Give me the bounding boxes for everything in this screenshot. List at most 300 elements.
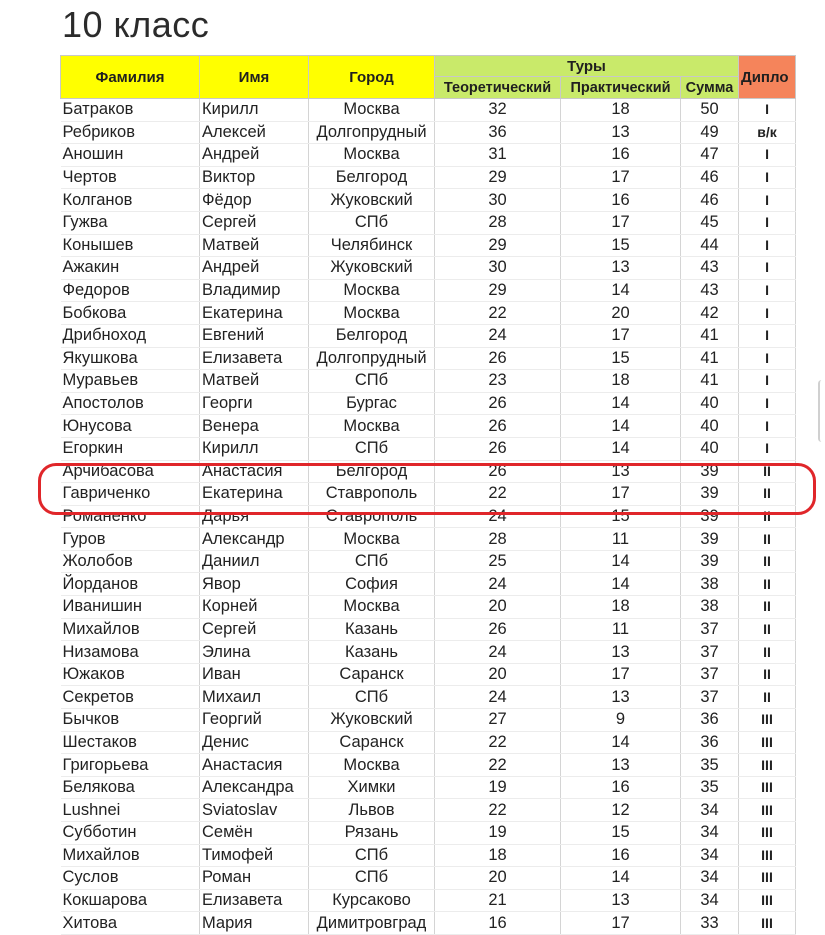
cell-name: Андрей xyxy=(200,144,309,167)
cell-theory: 26 xyxy=(435,460,561,483)
cell-theory: 18 xyxy=(435,844,561,867)
table-row xyxy=(61,709,796,732)
cell-theory: 20 xyxy=(435,867,561,890)
cell-name: Корней xyxy=(200,596,309,619)
table-row xyxy=(61,437,796,460)
table-row xyxy=(61,99,796,122)
cell-theory: 25 xyxy=(435,550,561,573)
cell-practice: 12 xyxy=(561,799,681,822)
cell-diploma: III xyxy=(739,844,796,867)
cell-surname: Гуров xyxy=(61,528,200,551)
cell-practice: 18 xyxy=(561,370,681,393)
cell-practice: 17 xyxy=(561,324,681,347)
cell-surname: Дрибноход xyxy=(61,324,200,347)
cell-practice: 11 xyxy=(561,528,681,551)
cell-surname: Субботин xyxy=(61,822,200,845)
cell-city: Жуковский xyxy=(309,257,435,280)
header-tours: Туры xyxy=(435,56,739,77)
cell-city: СПб xyxy=(309,550,435,573)
cell-practice: 17 xyxy=(561,912,681,935)
cell-theory: 22 xyxy=(435,799,561,822)
table-row xyxy=(61,550,796,573)
cell-practice: 15 xyxy=(561,347,681,370)
cell-name: Елизавета xyxy=(200,347,309,370)
cell-theory: 24 xyxy=(435,573,561,596)
cell-sum: 34 xyxy=(681,867,739,890)
cell-sum: 37 xyxy=(681,641,739,664)
cell-surname: Кокшарова xyxy=(61,889,200,912)
cell-practice: 16 xyxy=(561,776,681,799)
cell-diploma: II xyxy=(739,596,796,619)
cell-practice: 17 xyxy=(561,166,681,189)
cell-city: Москва xyxy=(309,302,435,325)
cell-practice: 13 xyxy=(561,889,681,912)
table-row xyxy=(61,596,796,619)
cell-practice: 14 xyxy=(561,550,681,573)
cell-diploma: I xyxy=(739,99,796,122)
cell-diploma: III xyxy=(739,822,796,845)
cell-name: Явор xyxy=(200,573,309,596)
cell-practice: 14 xyxy=(561,437,681,460)
cell-name: Екатерина xyxy=(200,483,309,506)
cell-practice: 13 xyxy=(561,686,681,709)
cell-sum: 41 xyxy=(681,370,739,393)
cell-practice: 14 xyxy=(561,392,681,415)
table-row xyxy=(61,618,796,641)
cell-city: Саранск xyxy=(309,663,435,686)
cell-name: Михаил xyxy=(200,686,309,709)
header-diploma: Дипло xyxy=(739,56,796,99)
cell-surname: Якушкова xyxy=(61,347,200,370)
cell-diploma: I xyxy=(739,370,796,393)
cell-diploma: I xyxy=(739,257,796,280)
cell-surname: Суслов xyxy=(61,867,200,890)
cell-sum: 35 xyxy=(681,754,739,777)
cell-city: СПб xyxy=(309,686,435,709)
cell-diploma: I xyxy=(739,302,796,325)
cell-practice: 13 xyxy=(561,257,681,280)
cell-sum: 35 xyxy=(681,776,739,799)
cell-surname: Ребриков xyxy=(61,121,200,144)
cell-diploma: I xyxy=(739,392,796,415)
cell-theory: 26 xyxy=(435,437,561,460)
cell-sum: 37 xyxy=(681,686,739,709)
cell-surname: Романенко xyxy=(61,505,200,528)
cell-diploma: III xyxy=(739,912,796,935)
cell-surname: Ажакин xyxy=(61,257,200,280)
cell-diploma: I xyxy=(739,144,796,167)
cell-theory: 22 xyxy=(435,483,561,506)
table-row xyxy=(61,641,796,664)
cell-diploma: в/к xyxy=(739,121,796,144)
cell-name: Сергей xyxy=(200,211,309,234)
table-row xyxy=(61,392,796,415)
cell-surname: Шестаков xyxy=(61,731,200,754)
cell-name: Венера xyxy=(200,415,309,438)
cell-sum: 41 xyxy=(681,324,739,347)
table-row xyxy=(61,573,796,596)
cell-theory: 20 xyxy=(435,596,561,619)
cell-diploma: III xyxy=(739,731,796,754)
cell-sum: 50 xyxy=(681,99,739,122)
cell-sum: 47 xyxy=(681,144,739,167)
cell-surname: Гужва xyxy=(61,211,200,234)
cell-practice: 16 xyxy=(561,189,681,212)
cell-surname: Аношин xyxy=(61,144,200,167)
cell-sum: 34 xyxy=(681,822,739,845)
cell-diploma: II xyxy=(739,641,796,664)
cell-theory: 24 xyxy=(435,324,561,347)
header-practice: Практический xyxy=(561,77,681,99)
cell-practice: 16 xyxy=(561,844,681,867)
cell-diploma: II xyxy=(739,528,796,551)
cell-sum: 39 xyxy=(681,550,739,573)
cell-theory: 16 xyxy=(435,912,561,935)
cell-surname: Михайлов xyxy=(61,844,200,867)
cell-sum: 39 xyxy=(681,528,739,551)
table-row xyxy=(61,731,796,754)
table-row xyxy=(61,324,796,347)
cell-name: Александр xyxy=(200,528,309,551)
cell-practice: 15 xyxy=(561,234,681,257)
cell-sum: 43 xyxy=(681,257,739,280)
cell-sum: 37 xyxy=(681,663,739,686)
cell-surname: Арчибасова xyxy=(61,460,200,483)
cell-sum: 34 xyxy=(681,889,739,912)
cell-name: Георги xyxy=(200,392,309,415)
cell-name: Анастасия xyxy=(200,460,309,483)
cell-practice: 13 xyxy=(561,641,681,664)
cell-sum: 45 xyxy=(681,211,739,234)
cell-surname: Хитова xyxy=(61,912,200,935)
cell-practice: 13 xyxy=(561,121,681,144)
cell-city: Москва xyxy=(309,596,435,619)
cell-city: Саранск xyxy=(309,731,435,754)
cell-diploma: III xyxy=(739,709,796,732)
table-row xyxy=(61,844,796,867)
cell-name: Владимир xyxy=(200,279,309,302)
cell-theory: 29 xyxy=(435,234,561,257)
cell-diploma: I xyxy=(739,415,796,438)
cell-surname: Конышев xyxy=(61,234,200,257)
cell-practice: 17 xyxy=(561,663,681,686)
cell-diploma: II xyxy=(739,483,796,506)
cell-name: Фёдор xyxy=(200,189,309,212)
cell-practice: 15 xyxy=(561,822,681,845)
cell-sum: 36 xyxy=(681,731,739,754)
cell-practice: 18 xyxy=(561,99,681,122)
cell-theory: 27 xyxy=(435,709,561,732)
cell-diploma: I xyxy=(739,189,796,212)
cell-sum: 34 xyxy=(681,799,739,822)
cell-sum: 39 xyxy=(681,483,739,506)
cell-surname: Иванишин xyxy=(61,596,200,619)
table-row xyxy=(61,234,796,257)
cell-diploma: II xyxy=(739,460,796,483)
cell-city: Жуковский xyxy=(309,189,435,212)
cell-name: Мария xyxy=(200,912,309,935)
cell-name: Екатерина xyxy=(200,302,309,325)
cell-city: СПб xyxy=(309,867,435,890)
cell-city: Москва xyxy=(309,415,435,438)
table-row xyxy=(61,754,796,777)
cell-sum: 36 xyxy=(681,709,739,732)
cell-theory: 22 xyxy=(435,302,561,325)
table-row xyxy=(61,686,796,709)
cell-city: Химки xyxy=(309,776,435,799)
cell-theory: 30 xyxy=(435,189,561,212)
cell-practice: 14 xyxy=(561,867,681,890)
cell-sum: 39 xyxy=(681,460,739,483)
cell-city: Димитровград xyxy=(309,912,435,935)
table-row xyxy=(61,460,796,483)
table-row xyxy=(61,370,796,393)
cell-practice: 14 xyxy=(561,279,681,302)
cell-surname: Колганов xyxy=(61,189,200,212)
table-row xyxy=(61,912,796,935)
cell-diploma: I xyxy=(739,211,796,234)
cell-surname: Бычков xyxy=(61,709,200,732)
cell-city: Казань xyxy=(309,641,435,664)
cell-city: Рязань xyxy=(309,822,435,845)
cell-name: Денис xyxy=(200,731,309,754)
cell-surname: Секретов xyxy=(61,686,200,709)
cell-diploma: III xyxy=(739,754,796,777)
cell-theory: 19 xyxy=(435,822,561,845)
cell-theory: 21 xyxy=(435,889,561,912)
cell-name: Алексей xyxy=(200,121,309,144)
cell-diploma: II xyxy=(739,618,796,641)
cell-city: Москва xyxy=(309,144,435,167)
cell-sum: 49 xyxy=(681,121,739,144)
cell-theory: 32 xyxy=(435,99,561,122)
cell-name: Иван xyxy=(200,663,309,686)
cell-name: Александра xyxy=(200,776,309,799)
results-table-container xyxy=(60,55,795,935)
cell-theory: 26 xyxy=(435,347,561,370)
cell-city: СПб xyxy=(309,844,435,867)
cell-practice: 17 xyxy=(561,483,681,506)
table-row xyxy=(61,822,796,845)
cell-name: Кирилл xyxy=(200,437,309,460)
cell-theory: 23 xyxy=(435,370,561,393)
cell-city: СПб xyxy=(309,437,435,460)
table-row xyxy=(61,776,796,799)
cell-theory: 28 xyxy=(435,211,561,234)
cell-name: Матвей xyxy=(200,234,309,257)
cell-city: Курсаково xyxy=(309,889,435,912)
cell-surname: Бобкова xyxy=(61,302,200,325)
cell-theory: 19 xyxy=(435,776,561,799)
cell-practice: 14 xyxy=(561,415,681,438)
table-row xyxy=(61,528,796,551)
cell-name: Элина xyxy=(200,641,309,664)
cell-name: Сергей xyxy=(200,618,309,641)
cell-diploma: II xyxy=(739,550,796,573)
cell-name: Елизавета xyxy=(200,889,309,912)
cell-theory: 30 xyxy=(435,257,561,280)
cell-name: Кирилл xyxy=(200,99,309,122)
cell-diploma: III xyxy=(739,799,796,822)
cell-city: Белгород xyxy=(309,166,435,189)
cell-surname: Белякова xyxy=(61,776,200,799)
header-theory: Теоретический xyxy=(435,77,561,99)
table-row xyxy=(61,189,796,212)
cell-sum: 40 xyxy=(681,415,739,438)
cell-practice: 20 xyxy=(561,302,681,325)
cell-diploma: II xyxy=(739,663,796,686)
cell-theory: 29 xyxy=(435,166,561,189)
cell-sum: 39 xyxy=(681,505,739,528)
cell-name: Георгий xyxy=(200,709,309,732)
cell-sum: 42 xyxy=(681,302,739,325)
table-row xyxy=(61,415,796,438)
cell-surname: Григорьева xyxy=(61,754,200,777)
cell-sum: 40 xyxy=(681,392,739,415)
cell-theory: 26 xyxy=(435,392,561,415)
cell-practice: 9 xyxy=(561,709,681,732)
cell-city: СПб xyxy=(309,211,435,234)
cell-city: Челябинск xyxy=(309,234,435,257)
cell-diploma: I xyxy=(739,279,796,302)
table-row xyxy=(61,121,796,144)
table-row xyxy=(61,889,796,912)
cell-diploma: I xyxy=(739,347,796,370)
cell-surname: Юнусова xyxy=(61,415,200,438)
cell-practice: 11 xyxy=(561,618,681,641)
cell-theory: 22 xyxy=(435,754,561,777)
cell-theory: 28 xyxy=(435,528,561,551)
cell-surname: Жолобов xyxy=(61,550,200,573)
cell-surname: Йорданов xyxy=(61,573,200,596)
cell-sum: 33 xyxy=(681,912,739,935)
cell-surname: Чертов xyxy=(61,166,200,189)
cell-diploma: I xyxy=(739,437,796,460)
cell-surname: Низамова xyxy=(61,641,200,664)
cell-theory: 20 xyxy=(435,663,561,686)
cell-city: Белгород xyxy=(309,460,435,483)
header-sum: Сумма xyxy=(681,77,739,99)
table-row xyxy=(61,279,796,302)
cell-surname: Гавриченко xyxy=(61,483,200,506)
cell-city: Москва xyxy=(309,279,435,302)
cell-surname: Апостолов xyxy=(61,392,200,415)
cell-practice: 14 xyxy=(561,731,681,754)
table-row xyxy=(61,867,796,890)
cell-name: Тимофей xyxy=(200,844,309,867)
page-title: 10 класс xyxy=(62,4,210,45)
cell-name: Евгений xyxy=(200,324,309,347)
cell-diploma: III xyxy=(739,867,796,890)
table-row xyxy=(61,166,796,189)
cell-diploma: II xyxy=(739,505,796,528)
cell-name: Дарья xyxy=(200,505,309,528)
cell-sum: 46 xyxy=(681,189,739,212)
cell-surname: Михайлов xyxy=(61,618,200,641)
cell-city: Долгопрудный xyxy=(309,121,435,144)
table-row xyxy=(61,347,796,370)
cell-sum: 38 xyxy=(681,596,739,619)
cell-practice: 15 xyxy=(561,505,681,528)
cell-city: СПб xyxy=(309,370,435,393)
cell-practice: 16 xyxy=(561,144,681,167)
cell-name: Семён xyxy=(200,822,309,845)
cell-city: Москва xyxy=(309,754,435,777)
cell-name: Роман xyxy=(200,867,309,890)
cell-sum: 38 xyxy=(681,573,739,596)
cell-city: Львов xyxy=(309,799,435,822)
cell-practice: 17 xyxy=(561,211,681,234)
cell-city: Москва xyxy=(309,99,435,122)
cell-sum: 46 xyxy=(681,166,739,189)
header-city: Город xyxy=(309,56,435,99)
results-table xyxy=(60,55,796,935)
table-row xyxy=(61,799,796,822)
cell-name: Sviatoslav xyxy=(200,799,309,822)
scrollbar-indicator[interactable] xyxy=(818,380,825,442)
cell-diploma: I xyxy=(739,166,796,189)
cell-name: Матвей xyxy=(200,370,309,393)
cell-city: Ставрополь xyxy=(309,505,435,528)
cell-surname: Lushnei xyxy=(61,799,200,822)
cell-theory: 26 xyxy=(435,415,561,438)
cell-theory: 24 xyxy=(435,505,561,528)
cell-surname: Муравьев xyxy=(61,370,200,393)
table-row xyxy=(61,483,796,506)
cell-city: Белгород xyxy=(309,324,435,347)
cell-city: Бургас xyxy=(309,392,435,415)
cell-city: Ставрополь xyxy=(309,483,435,506)
cell-practice: 14 xyxy=(561,573,681,596)
cell-city: Жуковский xyxy=(309,709,435,732)
cell-theory: 31 xyxy=(435,144,561,167)
cell-name: Даниил xyxy=(200,550,309,573)
cell-practice: 13 xyxy=(561,754,681,777)
cell-sum: 43 xyxy=(681,279,739,302)
cell-surname: Федоров xyxy=(61,279,200,302)
cell-theory: 22 xyxy=(435,731,561,754)
cell-diploma: III xyxy=(739,889,796,912)
cell-diploma: II xyxy=(739,573,796,596)
header-name: Имя xyxy=(200,56,309,99)
cell-diploma: III xyxy=(739,776,796,799)
table-row xyxy=(61,257,796,280)
cell-sum: 34 xyxy=(681,844,739,867)
table-row xyxy=(61,302,796,325)
cell-theory: 36 xyxy=(435,121,561,144)
cell-practice: 18 xyxy=(561,596,681,619)
table-row xyxy=(61,144,796,167)
cell-surname: Егоркин xyxy=(61,437,200,460)
cell-diploma: II xyxy=(739,686,796,709)
cell-theory: 24 xyxy=(435,641,561,664)
cell-name: Виктор xyxy=(200,166,309,189)
cell-city: Москва xyxy=(309,528,435,551)
cell-name: Анастасия xyxy=(200,754,309,777)
cell-city: Долгопрудный xyxy=(309,347,435,370)
cell-theory: 29 xyxy=(435,279,561,302)
cell-sum: 40 xyxy=(681,437,739,460)
cell-name: Андрей xyxy=(200,257,309,280)
cell-theory: 24 xyxy=(435,686,561,709)
cell-sum: 37 xyxy=(681,618,739,641)
cell-practice: 13 xyxy=(561,460,681,483)
cell-surname: Южаков xyxy=(61,663,200,686)
cell-sum: 41 xyxy=(681,347,739,370)
cell-surname: Батраков xyxy=(61,99,200,122)
table-row xyxy=(61,505,796,528)
header-surname: Фамилия xyxy=(61,56,200,99)
